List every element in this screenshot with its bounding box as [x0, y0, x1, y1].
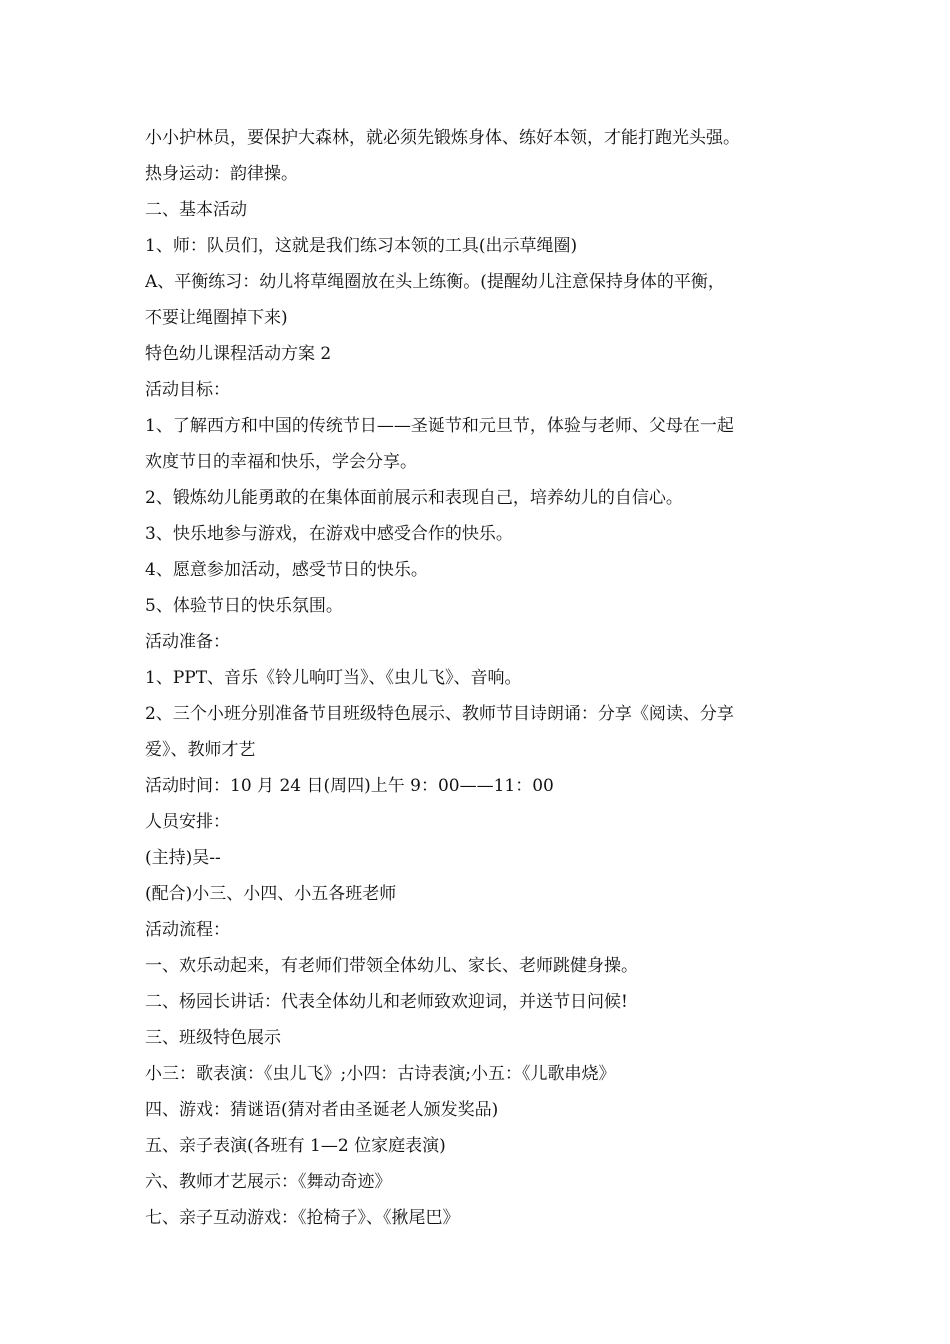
- text-line: (主持)吴--: [145, 848, 221, 868]
- text-line: 2、锻炼幼儿能勇敢的在集体面前展示和表现自己，培养幼儿的自信心。: [145, 488, 683, 508]
- text-line: 5、体验节日的快乐氛围。: [145, 596, 343, 616]
- text-line: 1、了解西方和中国的传统节日——圣诞节和元旦节，体验与老师、父母在一起: [145, 416, 734, 436]
- section-heading: 活动流程：: [145, 920, 230, 940]
- text-line: 活动时间：10 月 24 日(周四)上午 9：00——11：00: [145, 776, 554, 796]
- text-line: 七、亲子互动游戏：《抢椅子》、《揪尾巴》: [145, 1208, 460, 1228]
- text-line: 一、欢乐动起来，有老师们带领全体幼儿、家长、老师跳健身操。: [145, 956, 638, 976]
- text-line: 爱》、教师才艺: [145, 740, 256, 760]
- section-heading: 活动目标：: [145, 380, 230, 400]
- text-line: A、平衡练习：幼儿将草绳圈放在头上练衡。(提醒幼儿注意保持身体的平衡，: [145, 272, 725, 292]
- section-heading: 二、基本活动: [145, 200, 247, 220]
- text-line: 四、游戏：猜谜语(猜对者由圣诞老人颁发奖品): [145, 1100, 499, 1120]
- document-body: [145, 120, 815, 1236]
- text-line: 二、杨园长讲话：代表全体幼儿和老师致欢迎词，并送节日问候!: [145, 992, 628, 1012]
- section-heading: 人员安排：: [145, 812, 230, 832]
- text-line: 五、亲子表演(各班有 1—2 位家庭表演): [145, 1136, 446, 1156]
- text-line: 4、愿意参加活动，感受节日的快乐。: [145, 560, 428, 580]
- text-line: 1、师：队员们，这就是我们练习本领的工具(出示草绳圈): [145, 236, 578, 256]
- text-line: 2、三个小班分别准备节目班级特色展示、教师节目诗朗诵：分享《阅读、分享: [145, 704, 734, 724]
- plan-title: 特色幼儿课程活动方案 2: [145, 344, 332, 364]
- text-line: 六、教师才艺展示：《舞动奇迹》: [145, 1172, 392, 1192]
- section-heading: 活动准备：: [145, 632, 230, 652]
- text-line: 3、快乐地参与游戏，在游戏中感受合作的快乐。: [145, 524, 513, 544]
- text-line: (配合)小三、小四、小五各班老师: [145, 884, 397, 904]
- text-line: 小三：歌表演：《虫儿飞》;小四：古诗表演;小五：《儿歌串烧》: [145, 1064, 616, 1084]
- text-line: 三、班级特色展示: [145, 1028, 281, 1048]
- text-line: 不要让绳圈掉下来): [145, 308, 288, 328]
- text-line: 欢度节日的幸福和快乐，学会分享。: [145, 452, 417, 472]
- text-line: 1、PPT、音乐《铃儿响叮当》、《虫儿飞》、音响。: [145, 668, 522, 688]
- text-line: 热身运动：韵律操。: [145, 164, 298, 184]
- text-line: 小小护林员，要保护大森林，就必须先锻炼身体、练好本领，才能打跑光头强。: [145, 128, 740, 148]
